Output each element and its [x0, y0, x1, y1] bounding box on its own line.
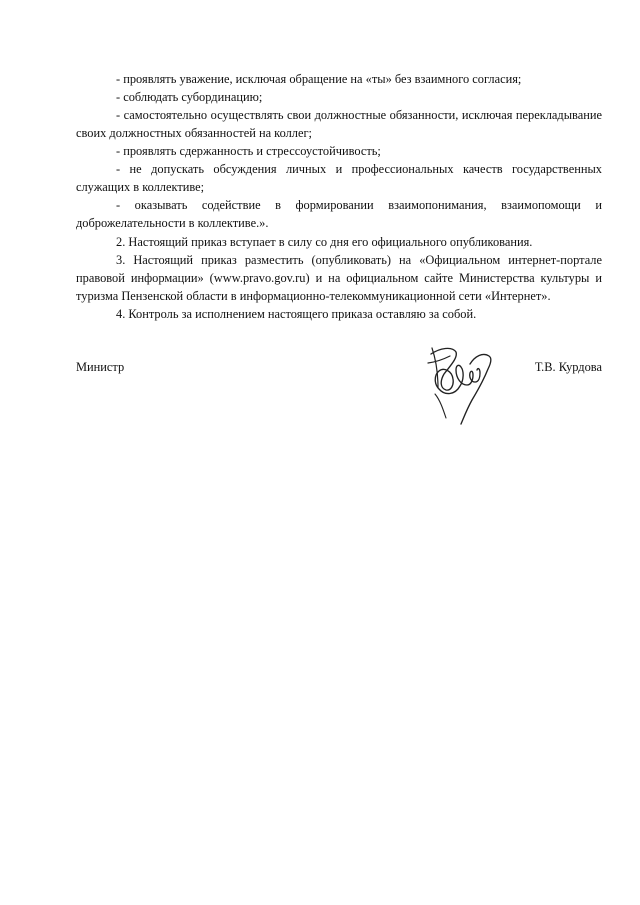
document-body: [76, 70, 602, 323]
paragraph-subordination: - соблюдать субординацию;: [116, 90, 263, 104]
paragraph-respect: - проявлять уважение, исключая обращение на «ты» без взаимного согласия;: [116, 72, 522, 86]
signer-position: Министр: [76, 360, 125, 374]
paragraph-publication: 3. Настоящий приказ разместить (опубликовать) на «Официальном интернет-портале правовой информации» (www.pravo.gov.ru) и на официальном сайте Министерства культуры и туризма Пензенской области в информационно-телекоммуникационной сети «Интернет».: [76, 253, 602, 303]
paragraph-no-discussion: - не допускать обсуждения личных и профессиональных качеств государственных служащих в коллективе;: [76, 162, 602, 194]
signature-block: [76, 358, 602, 376]
paragraph-control: 4. Контроль за исполнением настоящего приказа оставляю за собой.: [116, 307, 477, 321]
paragraph-effective-date: 2. Настоящий приказ вступает в силу со дня его официального опубликования.: [116, 235, 533, 249]
paragraph-restraint: - проявлять сдержанность и стрессоустойчивость;: [116, 144, 381, 158]
signer-name: Т.В. Курдова: [534, 360, 602, 374]
handwritten-signature: [422, 340, 494, 428]
paragraph-assistance: - оказывать содействие в формировании взаимопонимания, взаимопомощи и доброжелательности в коллективе.».: [76, 198, 602, 230]
paragraph-duties: - самостоятельно осуществлять свои должностные обязанности, исключая перекладывание своих должностных обязанностей на коллег;: [76, 108, 602, 140]
